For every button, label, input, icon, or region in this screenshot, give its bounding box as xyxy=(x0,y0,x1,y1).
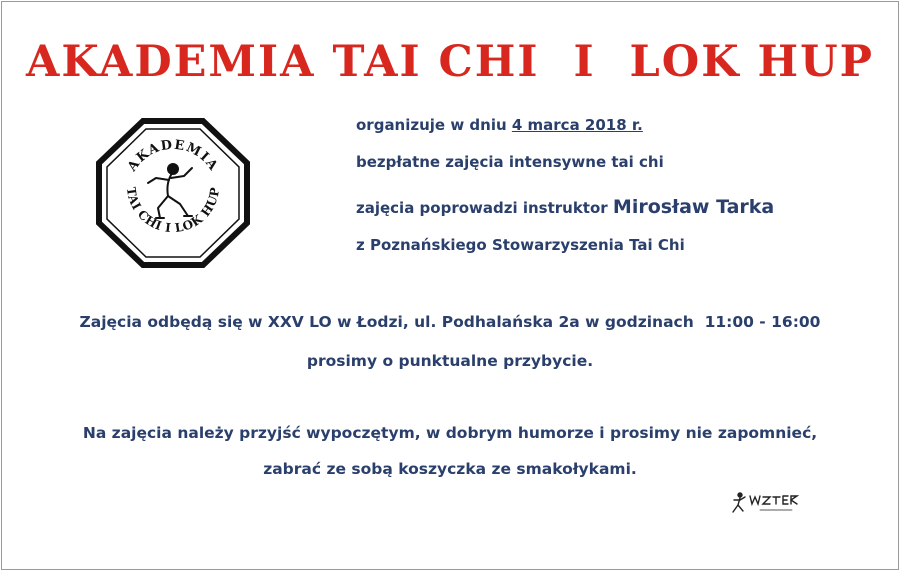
event-date: 4 marca 2018 r. xyxy=(511,116,643,134)
location-line: Zajęcia odbędą się w XXV LO w Łodzi, ul. Podhalańska 2a w godzinach 11:00 - 16:00 xyxy=(79,313,821,331)
note-line-2: zabrać ze sobą koszyczka ze smakołykami. xyxy=(263,460,637,478)
logo-top-text: AKADEMIA xyxy=(124,137,222,175)
event-description: bezpłatne zajęcia intensywne tai chi xyxy=(356,153,664,171)
logo-bottom-text: TAI CHI I LOK HUP xyxy=(123,186,223,236)
association-line: z Poznańskiego Stowarzyszenia Tai Chi xyxy=(356,236,685,254)
instructor-name: Mirosław Tarka xyxy=(612,196,775,218)
instructor-prefix: zajęcia poprowadzi instruktor xyxy=(356,199,613,217)
event-date-prefix: organizuje w dniu xyxy=(356,116,512,134)
author-signature-icon xyxy=(730,490,810,520)
punctuality-line: prosimy o punktualne przybycie. xyxy=(306,352,594,370)
note-line-1: Na zajęcia należy przyjść wypoczętym, w dobrym humorze i prosimy nie zapomnieć, xyxy=(82,424,818,442)
instructor-line xyxy=(356,196,774,218)
page-title: AKADEMIA TAI CHI I LOK HUP xyxy=(25,37,874,87)
event-date-line xyxy=(356,116,643,134)
logo-akademia xyxy=(96,118,250,268)
